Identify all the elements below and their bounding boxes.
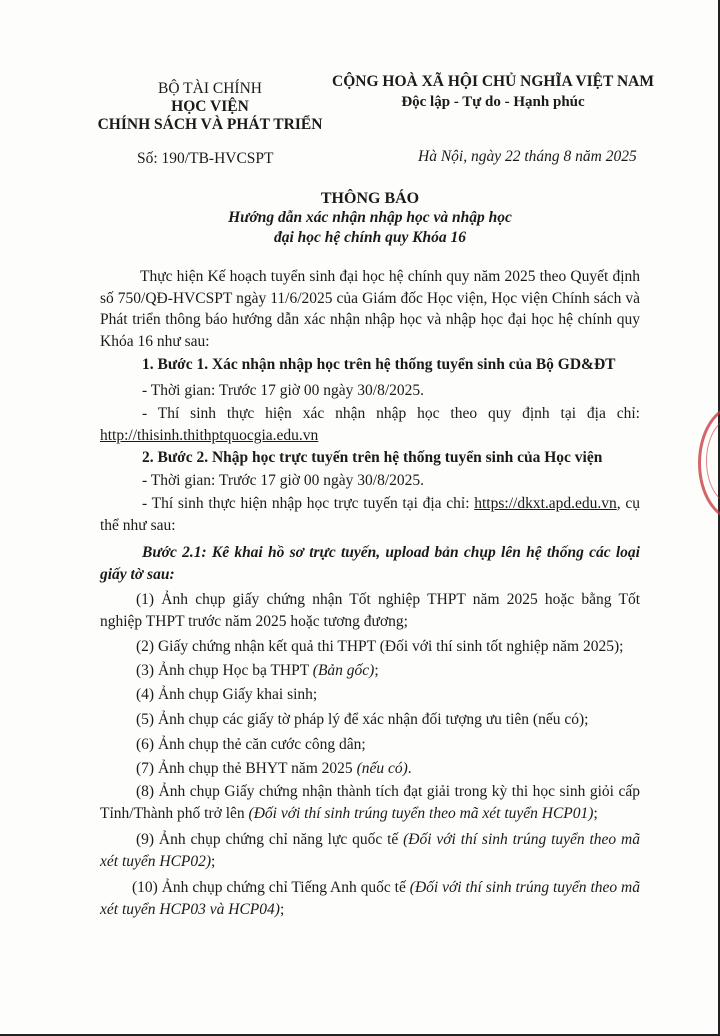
issuer-block — [90, 80, 330, 134]
list-item-10-note: (Đối với thí sinh trúng tuyển theo mã xét tuyển HCP03 và HCP04) — [100, 879, 640, 918]
list-item-9-note: (Đối với thí sinh trúng tuyển theo mã xét tuyển HCP02) — [100, 831, 640, 870]
list-item-3-end: ; — [374, 662, 379, 679]
list-item-7-note: (nếu có) — [356, 760, 408, 777]
step1-heading: 1. Bước 1. Xác nhận nhập học trên hệ thống tuyển sinh của Bộ GD&ĐT — [142, 356, 616, 373]
list-item-8-end: ; — [593, 805, 598, 822]
intro-paragraph: Thực hiện Kế hoạch tuyển sinh đại học hệ chính quy năm 2025 theo Quyết định số 750/QĐ-HVCSPT ngày 11/6/2025 của Giám đốc Học viện, Học viện Chính sách và Phát triển thông báo hướng dẫn xác nhận nhập học và nhập học đại học hệ chính quy Khóa 16 như sau: — [100, 268, 640, 350]
list-item-10 — [100, 877, 640, 921]
list-item-5: (5) Ảnh chụp các giấy tờ pháp lý để xác nhận đối tượng ưu tiên (nếu có); — [136, 711, 589, 728]
list-item-9 — [100, 829, 640, 873]
list-item-9-end: ; — [211, 853, 216, 870]
step1-url-link[interactable]: http://thisinh.thithptquocgia.edu.vn — [100, 427, 319, 444]
list-item-10-end: ; — [279, 901, 285, 918]
list-item-2: (2) Giấy chứng nhận kết quả thi THPT (Đối với thí sinh tốt nghiệp năm 2025); — [136, 638, 624, 655]
step1-instruction: - Thí sinh thực hiện xác nhận nhập học theo quy định tại địa chỉ: — [142, 405, 640, 422]
list-item-4: (4) Ảnh chụp Giấy khai sinh; — [136, 686, 318, 703]
national-title-block — [328, 72, 658, 112]
list-item-7-end: . — [407, 760, 412, 777]
list-item-7-text: (7) Ảnh chụp thẻ BHYT năm 2025 — [136, 760, 357, 777]
national-motto: Độc lập - Tự do - Hạnh phúc — [401, 94, 585, 110]
step21-heading: Bước 2.1: Kê khai hồ sơ trực tuyến, upload bản chụp lên hệ thống các loại giấy tờ sau: — [100, 544, 640, 583]
list-item-10-text: (10) Ảnh chụp chứng chỉ Tiếng Anh quốc tế — [132, 879, 410, 896]
academy-name-line2: CHÍNH SÁCH VÀ PHÁT TRIỂN — [97, 116, 323, 133]
country-name: CỘNG HOÀ XÃ HỘI CHỦ NGHĨA VIỆT NAM — [332, 73, 654, 90]
place-and-date: Hà Nội, ngày 22 tháng 8 năm 2025 — [418, 148, 637, 165]
list-item-1: (1) Ảnh chụp giấy chứng nhận Tốt nghiệp THPT năm 2025 hoặc bằng Tốt nghiệp THPT trước năm 2025 hoặc tương đương; — [100, 591, 640, 630]
step2-time: - Thời gian: Trước 17 giờ 00 ngày 30/8/2025. — [142, 472, 424, 489]
list-item-8-note: (Đối với thí sinh trúng tuyển theo mã xét tuyển HCP01) — [248, 805, 594, 822]
academy-name-line1: HỌC VIỆN — [171, 98, 249, 115]
list-item-3-note: (Bản gốc) — [312, 662, 375, 679]
list-item-7 — [136, 758, 412, 780]
list-item-8-text: (8) Ảnh chụp Giấy chứng nhận thành tích đạt giải trong kỳ thi học sinh giỏi cấp Tỉnh/Thành phố trở lên — [100, 783, 640, 822]
list-item-3 — [136, 660, 379, 682]
document-subject-line2: đại học hệ chính quy Khóa 16 — [273, 229, 467, 246]
list-item-9-text: (9) Ảnh chụp chứng chỉ năng lực quốc tế — [136, 831, 404, 848]
list-item-8 — [100, 781, 640, 825]
document-subject-line1: Hướng dẫn xác nhận nhập học và nhập học — [228, 209, 512, 226]
step2-instruction-tail: , cụ thể như sau: — [100, 495, 640, 534]
step2-url-link[interactable]: https://dkxt.apd.edu.vn — [474, 495, 617, 512]
list-item-6: (6) Ảnh chụp thẻ căn cước công dân; — [136, 736, 366, 753]
document-type: THÔNG BÁO — [320, 190, 420, 207]
ministry-name: BỘ TÀI CHÍNH — [158, 80, 262, 97]
step2-heading: 2. Bước 2. Nhập học trực tuyến trên hệ thống tuyển sinh của Học viện — [142, 449, 603, 466]
step2-instruction — [100, 493, 640, 537]
step2-instruction-text: - Thí sinh thực hiện nhập học trực tuyến tại địa chỉ: — [142, 495, 475, 512]
list-item-3-text: (3) Ảnh chụp Học bạ THPT — [136, 662, 313, 679]
step1-time: - Thời gian: Trước 17 giờ 00 ngày 30/8/2025. — [142, 382, 424, 399]
document-number: Số: 190/TB-HVCSPT — [137, 150, 274, 167]
